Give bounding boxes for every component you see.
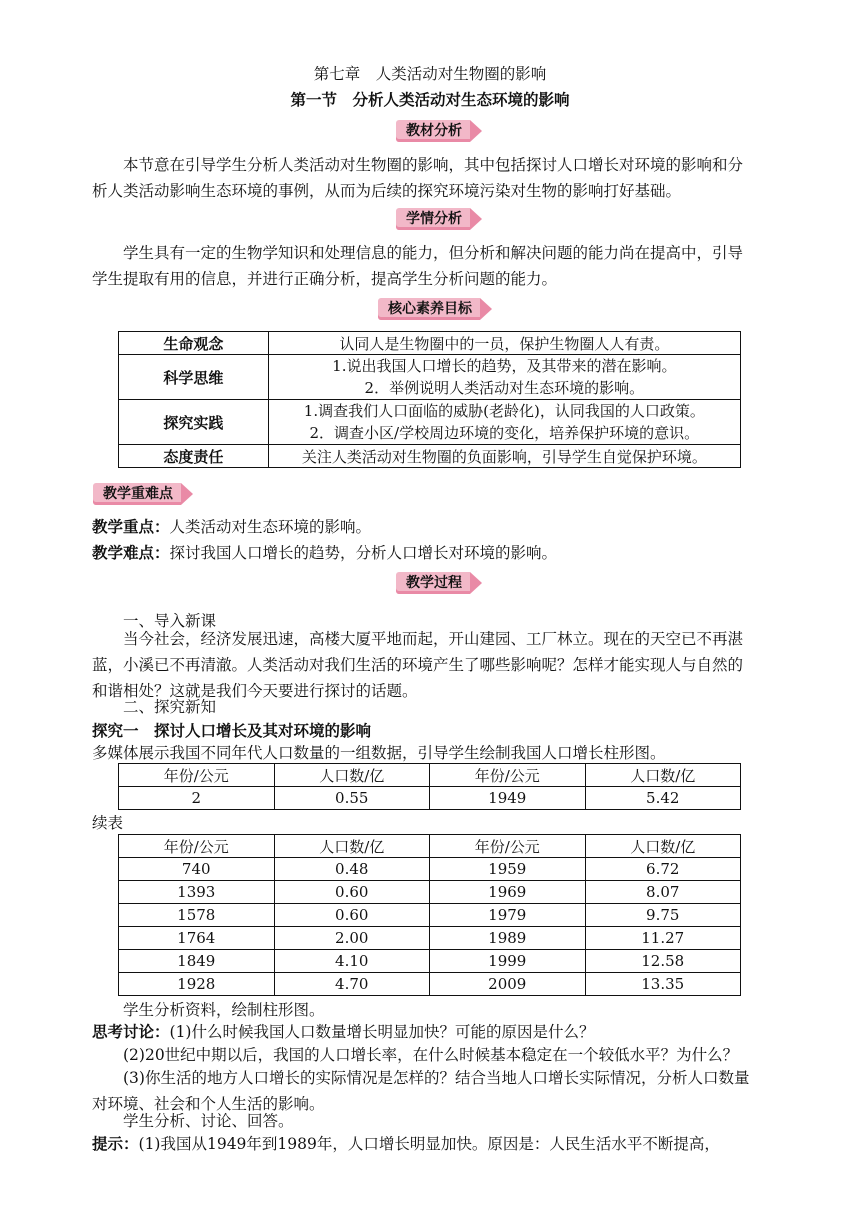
table-cell: 1999: [430, 950, 586, 973]
table-cell: 11.27: [585, 927, 741, 950]
table-cell: 4.70: [274, 973, 430, 996]
population-table-2: [118, 834, 741, 996]
column-header: 年份/公元: [430, 764, 586, 787]
table-cell: 9.75: [585, 904, 741, 927]
table-cell: 6.72: [585, 858, 741, 881]
chapter-title: 第七章 人类活动对生物圈的影响: [313, 65, 547, 83]
hint-label: 提示：: [92, 1135, 139, 1153]
explore-heading: 二、探究新知: [123, 698, 217, 716]
column-header: 年份/公元: [119, 764, 275, 787]
students-paragraph: 学生具有一定的生物学知识和处理信息的能力，但分析和解决问题的能力尚在提高中，引导学生提取有用的信息，并进行正确分析，提高学生分析问题的能力。: [92, 244, 744, 288]
table-row: [119, 445, 741, 468]
intro-heading: 一、导入新课: [123, 612, 217, 630]
question-2: (2)20世纪中期以后，我国的人口增长率，在什么时候基本稳定在一个较低水平？为什么？: [123, 1046, 739, 1064]
goal-text: 关注人类活动对生物圈的负面影响，引导学生自觉保护环境。: [268, 445, 740, 468]
goal-line: 2．举例说明人类活动对生态环境的影响。: [364, 379, 645, 397]
explore1-intro: 多媒体展示我国不同年代人口数量的一组数据，引导学生绘制我国人口增长柱形图。: [92, 744, 666, 762]
arrow-icon: [470, 208, 482, 230]
difficulty: [92, 540, 752, 566]
section-title: 第一节 分析人类活动对生态环境的影响: [290, 91, 570, 109]
key-point-text: 人类活动对生态环境的影响。: [169, 518, 372, 536]
after-table-text: 学生分析资料，绘制柱形图。: [123, 1001, 325, 1019]
hint-text: (1)我国从1949年到1989年，人口增长明显加快。原因是：人民生活水平不断提高，: [138, 1135, 720, 1153]
intro-paragraph: 当今社会，经济发展迅速，高楼大厦平地而起，开山建园、工厂林立。现在的天空已不再湛蓝，小溪已不再清澈。人类活动对我们生活的环境产生了哪些影响呢？怎样才能实现人与自然的和谐相处？这就是我们今天要进行探讨的话题。: [92, 630, 744, 700]
table-row: [119, 973, 741, 996]
student-activity: 学生分析、讨论、回答。: [123, 1112, 294, 1130]
badge-label: 核心素养目标: [378, 298, 480, 320]
hint: [92, 1131, 752, 1157]
question-text: (1)什么时候我国人口数量增长明显加快？可能的原因是什么？: [169, 1023, 595, 1041]
badge-students: [396, 208, 482, 230]
badge-label: 教材分析: [396, 120, 470, 142]
goal-name: 态度责任: [119, 445, 269, 468]
goal-text: [268, 355, 740, 400]
table-cell: 1959: [430, 858, 586, 881]
goal-text: 认同人是生物圈中的一员，保护生物圈人人有责。: [268, 332, 740, 355]
difficulty-text: 探讨我国人口增长的趋势，分析人口增长对环境的影响。: [169, 544, 558, 562]
goal-name: 探究实践: [119, 400, 269, 445]
table-cell: 1393: [119, 881, 275, 904]
table-row: [119, 787, 741, 810]
badge-label: 教学过程: [396, 572, 470, 594]
discussion-label: 思考讨论：: [92, 1023, 170, 1041]
arrow-icon: [470, 572, 482, 594]
column-header: 年份/公元: [430, 835, 586, 858]
explore1-title: 探究一 探讨人口增长及其对环境的影响: [92, 722, 372, 740]
table-cell: 5.42: [585, 787, 741, 810]
badge-label: 教学重难点: [93, 483, 181, 505]
table-cell: 740: [119, 858, 275, 881]
table-row: [119, 927, 741, 950]
arrow-icon: [470, 120, 482, 142]
analysis-paragraph: 本节意在引导学生分析人类活动对生物圈的影响，其中包括探讨人口增长对环境的影响和分析人类活动影响生态环境的事例，从而为后续的探究环境污染对生物的影响打好基础。: [92, 156, 744, 200]
table-cell: 1969: [430, 881, 586, 904]
goal-line: 1.说出我国人口增长的趋势，及其带来的潜在影响。: [332, 357, 677, 375]
table-row: [119, 904, 741, 927]
table-cell: 1764: [119, 927, 275, 950]
table-row: [119, 881, 741, 904]
table-cell: 8.07: [585, 881, 741, 904]
goal-name: 生命观念: [119, 332, 269, 355]
arrow-icon: [181, 483, 193, 505]
goal-text: [268, 400, 740, 445]
table-row: [119, 400, 741, 445]
continued-label: 续表: [92, 814, 124, 832]
population-table-1: [118, 763, 741, 810]
table-row: [119, 950, 741, 973]
table-cell: 1989: [430, 927, 586, 950]
badge-key: [93, 483, 193, 505]
table-cell: 4.10: [274, 950, 430, 973]
table-cell: 2: [119, 787, 275, 810]
goal-name: 科学思维: [119, 355, 269, 400]
difficulty-label: 教学难点：: [92, 544, 170, 562]
table-header-row: [119, 764, 741, 787]
table-cell: 13.35: [585, 973, 741, 996]
key-point-label: 教学重点：: [92, 518, 170, 536]
column-header: 人口数/亿: [274, 764, 430, 787]
table-cell: 1578: [119, 904, 275, 927]
arrow-icon: [480, 298, 492, 320]
badge-goals: [378, 298, 492, 320]
table-cell: 1949: [430, 787, 586, 810]
table-cell: 0.60: [274, 881, 430, 904]
goal-line: 2．调查小区/学校周边环境的变化，培养保护环境的意识。: [309, 424, 700, 442]
table-row: [119, 332, 741, 355]
question-3: (3)你生活的地方人口增长的实际情况是怎样的？结合当地人口增长实际情况，分析人口数量对环境、社会和个人生活的影响。: [92, 1069, 750, 1113]
table-row: [119, 355, 741, 400]
column-header: 人口数/亿: [585, 835, 741, 858]
table-cell: 2009: [430, 973, 586, 996]
goals-table: [118, 331, 741, 468]
badge-analysis: [396, 120, 482, 142]
table-cell: 1979: [430, 904, 586, 927]
column-header: 人口数/亿: [274, 835, 430, 858]
goal-line: 1.调查我们人口面临的威胁(老龄化)，认同我国的人口政策。: [303, 402, 705, 420]
table-cell: 2.00: [274, 927, 430, 950]
table-header-row: [119, 835, 741, 858]
table-cell: 1849: [119, 950, 275, 973]
table-cell: 0.55: [274, 787, 430, 810]
key-point: [92, 514, 752, 540]
table-cell: 0.48: [274, 858, 430, 881]
column-header: 年份/公元: [119, 835, 275, 858]
badge-label: 学情分析: [396, 208, 470, 230]
badge-process: [396, 572, 482, 594]
table-cell: 12.58: [585, 950, 741, 973]
table-cell: 1928: [119, 973, 275, 996]
table-cell: 0.60: [274, 904, 430, 927]
table-row: [119, 858, 741, 881]
column-header: 人口数/亿: [585, 764, 741, 787]
